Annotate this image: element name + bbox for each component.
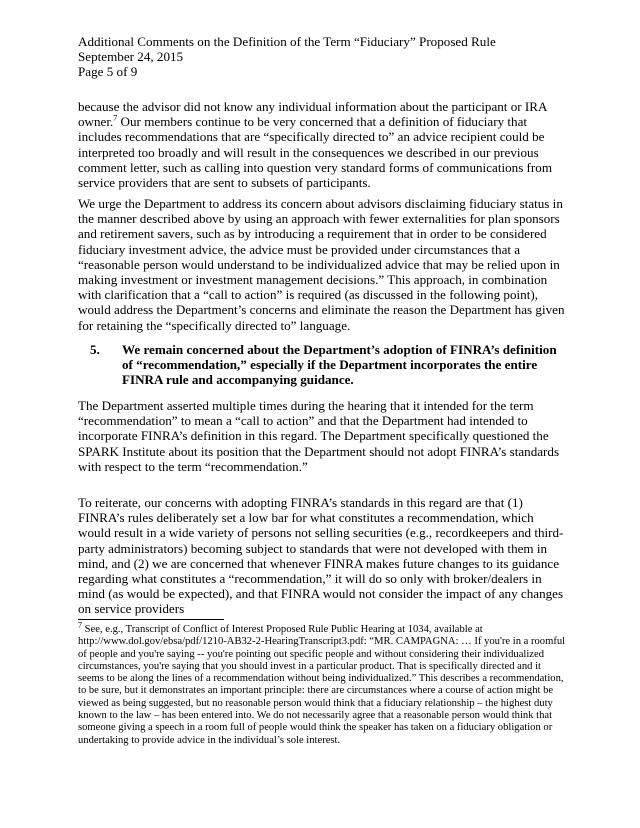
header-title: Additional Comments on the Definition of the Term “Fiduciary” Proposed Rule xyxy=(78,34,496,49)
footnote-reference: 7 xyxy=(113,113,118,123)
paragraph-1 xyxy=(78,99,566,190)
paragraph-3: The Department asserted multiple times during the hearing that it intended for the term “recommendation” to mean a “call to action” and that the Department had intended to incorporate FINRA’s definition in this regard. The Department specifically questioned the SPARK Institute about its position that the Department should not adopt FINRA’s standards with respect to the term “recommendation.” xyxy=(78,398,560,474)
page-content xyxy=(78,34,566,746)
footnote-7 xyxy=(78,620,566,747)
section-heading-5 xyxy=(86,342,566,388)
footnote-divider xyxy=(78,619,224,620)
running-header xyxy=(78,34,566,80)
section-number: 5. xyxy=(90,342,100,357)
paragraph-1-text-a: because the advisor did not know any individual information about the participant or IRA owner. xyxy=(78,99,547,130)
paragraph-1-text-b: Our members continue to be very concerned that a definition of fiduciary that includes recommendations that are “specifically directed to” an advice recipient could be interpreted too broadly and will result in the consequences we described in our previous comment letter, such as calling into question very standard forms of communications from service providers that are sent to subsets of participants. xyxy=(78,114,553,191)
section-heading-text: We remain concerned about the Department’s adoption of FINRA’s definition of “recommendation,” especially if the Department incorporates the entire FINRA rule and accompanying guidance. xyxy=(122,342,557,388)
footnote-text: See, e.g., Transcript of Conflict of Interest Proposed Rule Public Hearing at 1034, available at http://www.dol.gov/ebsa/pdf/1210-AB32-2-HearingTranscript3.pdf: “MR. CAMPAGNA: … If you're in a roomful of people and you're saying -- you're pointing out specific people and without considering their individualized circumstances, you're saying that you should invest in a particular product. That is specifically directed and it seems to be along the lines of a recommendation without being individualized.” This describes a recommendation, to be sure, but it demonstrates an important principle: there are circumstances where a course of action might be viewed as being suggested, but no reasonable person would think that a fiduciary relationship – the highest duty known to the law – has been entered into. We do not necessarily agree that a reasonable person would think that someone giving a speech in a room full of people would think the speaker has taken on a fiduciary obligation or undertaking to provide advice in the individual’s sole interest. xyxy=(78,624,566,746)
paragraph-4: To reiterate, our concerns with adopting FINRA’s standards in this regard are that (1) FINRA’s rules deliberately set a low bar for what constitutes a recommendation, which would result in a wide variety of persons not selling securities (e.g., recordkeepers and third-party administrators) becoming subject to standards that were not developed with them in mind, and (2) we are concerned that whenever FINRA makes future changes to its guidance regarding what constitutes a “recommendation,” it will do so only with broker/dealers in mind (as would be expected), and that FINRA would not consider the impact of any changes on service providers xyxy=(78,495,564,617)
paragraph-2: We urge the Department to address its concern about advisors disclaiming fiduciary status in the manner described above by using an approach with fewer externalities for plan sponsors and retirement savers, such as by introducing a requirement that in order to be considered fiduciary investment advice, the advice must be provided under circumstances that a “reasonable person would understand to be individualized advice that may be relied upon in making investment or investment management decisions.” This approach, in combination with clarification that a “call to action” is required (as discussed in the following point), would address the Department’s concerns and eliminate the reason the Department has given for retaining the “specifically directed to” language. xyxy=(78,196,565,333)
header-date: September 24, 2015 xyxy=(78,49,184,65)
header-page-number: Page 5 of 9 xyxy=(78,64,138,80)
footnote-mark: 7 xyxy=(78,620,82,630)
